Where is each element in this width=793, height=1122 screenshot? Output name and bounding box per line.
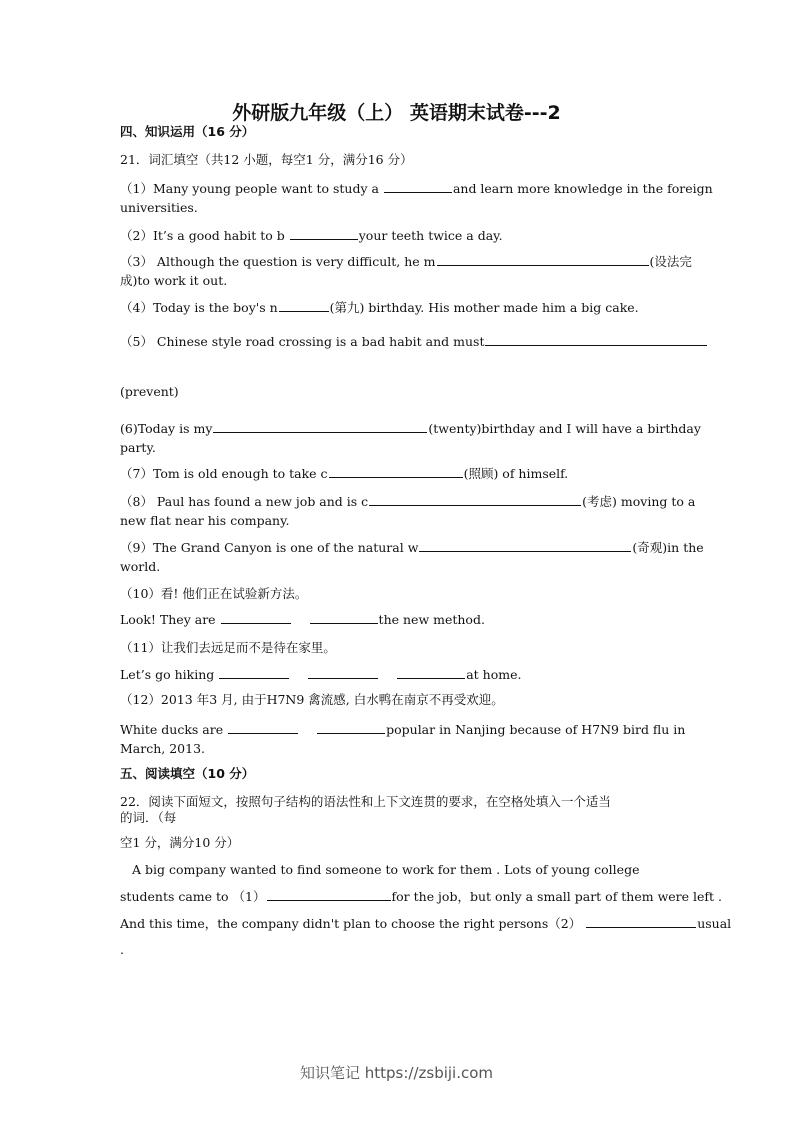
q10-blank-1[interactable] — [221, 612, 291, 624]
q4-text-b: (第九) birthday. His mother made him a big cake. — [329, 300, 639, 315]
q5-blank[interactable] — [485, 334, 707, 346]
q8-text-a: （8） Paul has found a new job and is c — [120, 494, 369, 509]
q12-continuation: March, 2013. — [120, 741, 206, 756]
q3-text-a: （3） Although the question is very difficult, he m — [120, 254, 436, 269]
passage-line-1: A big company wanted to find someone to work for them . Lots of young college — [132, 862, 640, 877]
q6-continuation: party. — [120, 440, 156, 455]
question-2 — [120, 228, 503, 244]
passage-line-2 — [120, 889, 722, 905]
reading-blank-2[interactable] — [586, 916, 696, 928]
q10-chinese: （10）看! 他们正在试验新方法。 — [120, 586, 308, 601]
q3-text-b: (设法完 — [649, 254, 692, 269]
q10-text-b: the new method. — [378, 612, 485, 627]
passage-line-2-b: for the job，but only a small part of them were left . — [391, 889, 723, 904]
q6-blank[interactable] — [213, 421, 427, 433]
q1-text-a: （1）Many young people want to study a — [120, 181, 379, 196]
question-3 — [120, 254, 692, 270]
question-11 — [120, 667, 521, 683]
passage-line-3 — [120, 916, 731, 932]
question-10 — [120, 612, 485, 628]
q5-continuation: (prevent) — [120, 384, 179, 399]
q12-blank-1[interactable] — [228, 722, 298, 734]
q1-blank[interactable] — [384, 181, 452, 193]
passage-line-2-a: students came to （1） — [120, 889, 266, 904]
section4-heading: 四、知识运用（16 分） — [120, 124, 255, 139]
q12-text-b: popular in Nanjing because of H7N9 bird flu in — [386, 722, 686, 737]
q2-text-b: your teeth twice a day. — [358, 228, 503, 243]
q11-text-a: Let’s go hiking — [120, 667, 215, 682]
question-5 — [120, 334, 708, 350]
section4-instruction: 21．词汇填空（共12 小题，每空1 分，满分16 分） — [120, 152, 413, 167]
q11-blank-1[interactable] — [219, 667, 289, 679]
q12-blank-2[interactable] — [317, 722, 385, 734]
q5-text-a: （5） Chinese style road crossing is a bad habit and must — [120, 334, 485, 349]
q7-blank[interactable] — [329, 466, 463, 478]
q9-blank[interactable] — [419, 540, 631, 552]
question-1 — [120, 181, 713, 197]
q11-blank-3[interactable] — [397, 667, 465, 679]
footer-watermark: 知识笔记 https://zsbiji.com — [299, 1064, 494, 1082]
section5-instruction-2: 的词．（每 — [120, 810, 177, 825]
q10-text-a: Look! They are — [120, 612, 216, 627]
q3-blank[interactable] — [437, 254, 649, 266]
section5-heading: 五、阅读填空（10 分） — [120, 766, 255, 781]
q6-text-b: (twenty)birthday and I will have a birthday — [428, 421, 701, 436]
q2-text-a: （2）It’s a good habit to b — [120, 228, 285, 243]
question-4 — [120, 300, 639, 316]
q8-blank[interactable] — [369, 494, 581, 506]
q9-text-a: （9）The Grand Canyon is one of the natural w — [120, 540, 419, 555]
q10-blank-2[interactable] — [310, 612, 378, 624]
q11-chinese: （11）让我们去远足而不是待在家里。 — [120, 640, 336, 655]
q8-text-b: (考虑) moving to a — [582, 494, 696, 509]
q7-text-a: （7）Tom is old enough to take c — [120, 466, 328, 481]
q4-blank[interactable] — [279, 300, 329, 312]
q9-continuation: world. — [120, 559, 161, 574]
question-9 — [120, 540, 704, 556]
page-title: 外研版九年级（上） 英语期末试卷---2 — [232, 102, 561, 124]
question-12 — [120, 722, 685, 738]
q11-blank-2[interactable] — [308, 667, 378, 679]
passage-line-3-b: usual — [697, 916, 732, 931]
section5-instruction-3: 空1 分，满分10 分） — [120, 835, 240, 850]
passage-line-4: . — [120, 942, 124, 957]
reading-blank-1[interactable] — [267, 889, 391, 901]
section5-instruction-1: 22．阅读下面短文，按照句子结构的语法性和上下文连贯的要求，在空格处填入一个适当 — [120, 794, 611, 809]
q8-continuation: new flat near his company. — [120, 513, 290, 528]
q1-text-b: and learn more knowledge in the foreign — [452, 181, 713, 196]
question-6 — [120, 421, 701, 437]
passage-line-3-a: And this time，the company didn't plan to choose the right persons（2） — [120, 916, 582, 931]
question-7 — [120, 466, 568, 482]
q3-continuation: 成)to work it out. — [120, 273, 228, 288]
q12-text-a: White ducks are — [120, 722, 224, 737]
q7-text-b: (照顾) of himself. — [463, 466, 569, 481]
q4-text-a: （4）Today is the boy's n — [120, 300, 278, 315]
q6-text-a: (6)Today is my — [120, 421, 213, 436]
q1-continuation: universities. — [120, 200, 198, 215]
q2-blank[interactable] — [290, 228, 358, 240]
q12-chinese: （12）2013 年3 月, 由于H7N9 禽流感, 白水鸭在南京不再受欢迎。 — [120, 692, 504, 707]
q9-text-b: (奇观)in the — [632, 540, 704, 555]
question-8 — [120, 494, 695, 510]
q11-text-b: at home. — [466, 667, 522, 682]
